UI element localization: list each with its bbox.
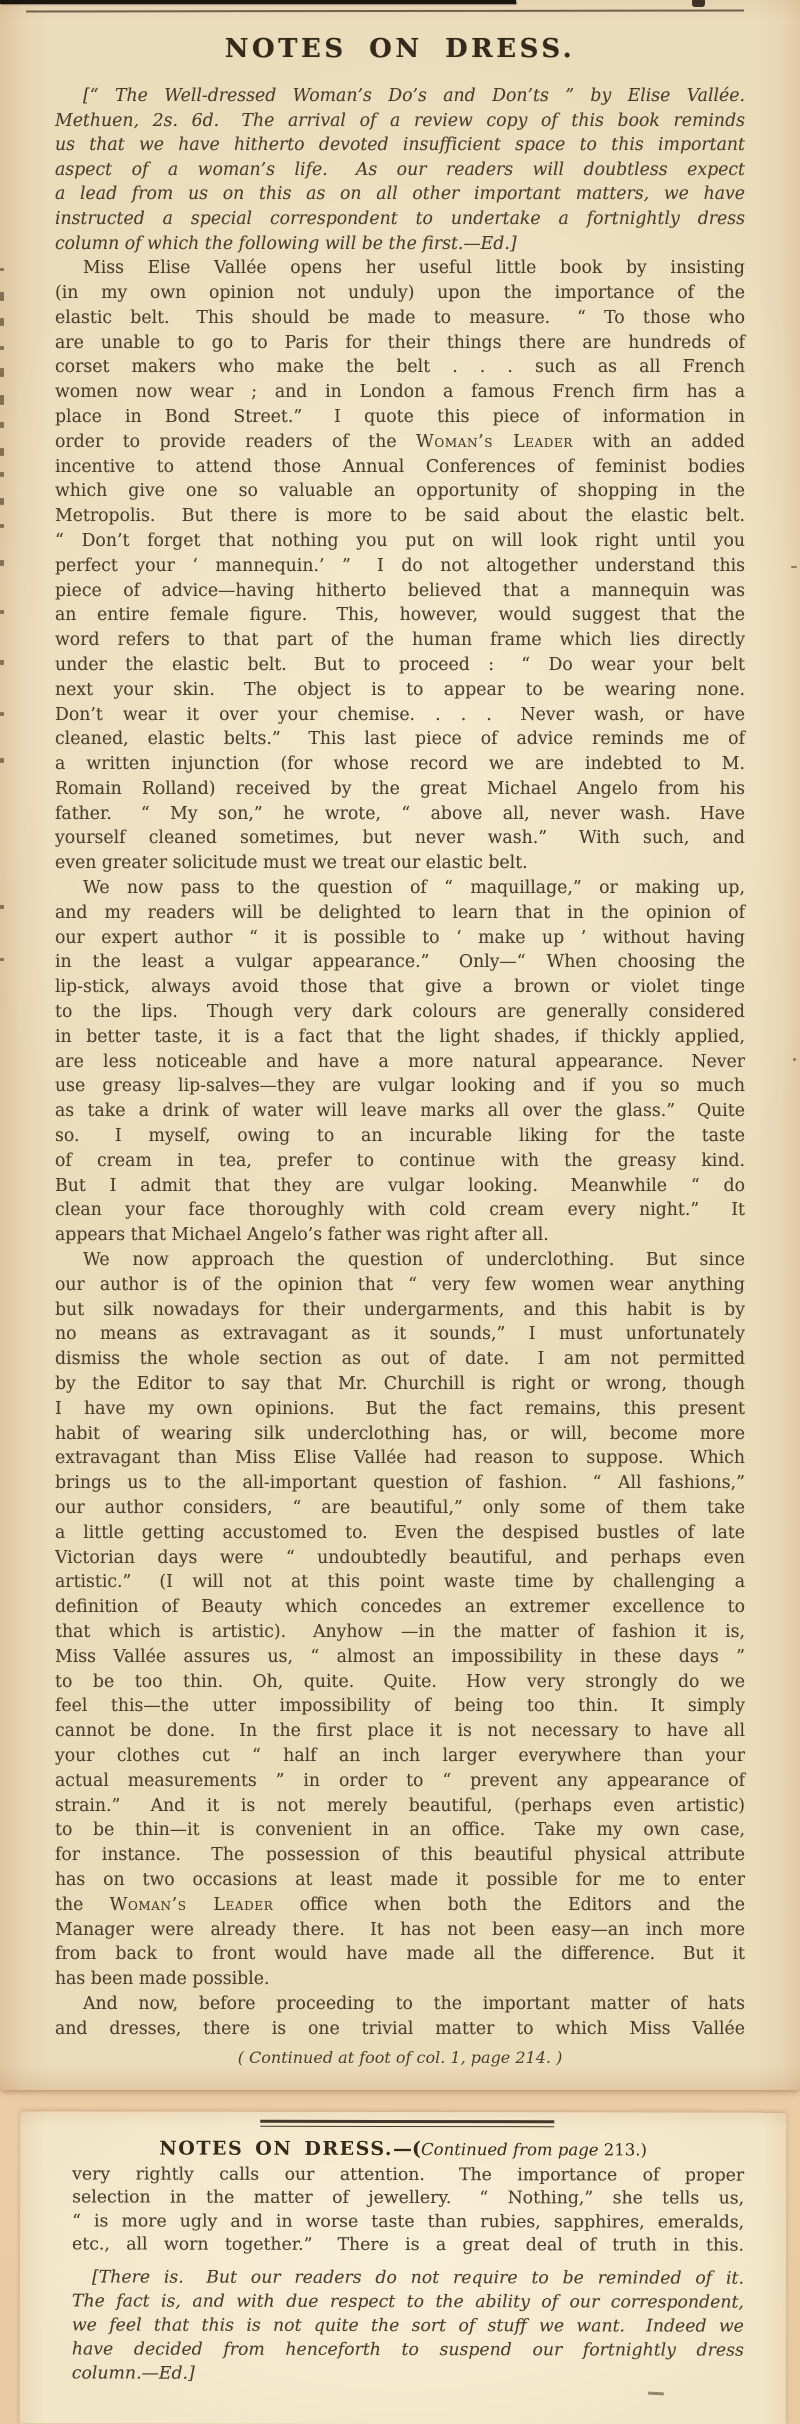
text-line: for instance. The possession of this beautiful physical attribute	[55, 1845, 745, 1866]
text-line: [There is. But our readers do not require to be reminded of it.	[91, 2267, 745, 2289]
text-line: Metropolis. But there is more to be said about the elastic belt.	[55, 506, 745, 527]
double-rule	[260, 2120, 554, 2128]
text-line: strain.” And it is not merely beautiful, (perhaps even artistic)	[55, 1795, 745, 1816]
cropped-glyph-fragment	[0, 560, 4, 566]
text-line: but silk nowadays for their undergarments, and this habit is by	[55, 1299, 745, 1320]
cropped-glyph-fragment	[0, 268, 4, 271]
text-line: Miss Elise Vallée opens her useful little book by insisting	[83, 258, 745, 279]
text-line: actual measurements ” in order to “ prevent any appearance of	[55, 1770, 745, 1791]
text-line: incentive to attend those Annual Conferences of feminist bodies	[55, 456, 745, 477]
text-line: to be too thin. Oh, quite. Quite. How very strongly do we	[55, 1671, 745, 1692]
paragraph	[55, 876, 745, 1248]
text-line: “ is more ugly and in worse taste than rubies, sapphires, emeralds,	[72, 2211, 745, 2233]
cropped-glyph-fragment	[0, 422, 4, 428]
text-line: piece of advice—having hitherto believed that a mannequin was	[55, 580, 745, 601]
text-line: [“ The Well-dressed Woman’s Do’s and Don’ts ” by Elise Vallée.	[83, 86, 745, 106]
text-line: The fact is, and with due respect to the ability of our correspondent,	[71, 2291, 744, 2313]
text-line: corset makers who make the belt . . . such as all French	[55, 357, 745, 378]
text-line: definition of Beauty which concedes an extremer excellence to	[55, 1597, 745, 1618]
cropped-glyph-fragment	[0, 368, 4, 377]
text-line: to be thin—it is convenient in an office. Take my own case,	[55, 1820, 745, 1841]
text-line: even greater solicitude must we treat our elastic belt.	[55, 853, 528, 874]
text-line: yourself cleaned sometimes, but never wash.” With such, and	[55, 828, 745, 849]
text-line: are unable to go to Paris for their things there are hundreds of	[55, 332, 745, 353]
continued-at-note: ( Continued at foot of col. 1, page 214. )	[237, 2048, 563, 2067]
text-line: which give one so valuable an opportunity of shopping in the	[55, 481, 745, 502]
text-line: father. “ My son,” he wrote, “ above all, never wash. Have	[55, 803, 745, 824]
text-line: aspect of a woman’s life. As our readers will doubtless expect	[55, 159, 745, 180]
text-line: an entire female figure. This, however, would suggest that the	[55, 605, 745, 626]
text-line: Methuen, 2s. 6d. The arrival of a review copy of this book reminds	[55, 110, 745, 131]
text-line: in the least a vulgar appearance.” Only—“ When choosing the	[55, 952, 745, 973]
continuation-heading-separator: —(	[393, 2137, 422, 2161]
text-line: column.—Ed.]	[71, 2363, 195, 2384]
cropped-glyph-fragment	[0, 712, 4, 716]
paragraph	[55, 1248, 745, 1992]
text-line: the Woman’s Leader office when both the Editors and the	[55, 1894, 745, 1915]
text-line: order to provide readers of the Woman’s Leader with an added	[55, 431, 745, 452]
text-line: in better taste, it is a fact that the light shades, if thickly applied,	[55, 1026, 745, 1047]
continuation-heading-title: NOTES ON DRESS.	[159, 2137, 394, 2160]
text-line: appears that Michael Angelo’s father was right after all.	[55, 1225, 549, 1246]
cropped-glyph-fragment	[0, 346, 4, 350]
text-line: that which is artistic). Anyhow —in the matter of fashion it is,	[55, 1621, 745, 1642]
text-line: to the lips. Though very dark colours are generally considered	[55, 1002, 745, 1023]
text-line: your clothes cut “ half an inch larger everywhere than your	[55, 1745, 745, 1766]
cropped-glyph-fragment	[0, 905, 4, 909]
text-line: a lead from us on this as on all other important matters, we have	[55, 184, 745, 205]
ink-speck	[793, 1058, 796, 1061]
text-line: we feel that this is not quite the sort of stuff we want. Indeed we	[71, 2315, 744, 2337]
cropped-glyph-fragment	[0, 318, 4, 326]
text-line: us that we have hitherto devoted insufficient space to this important	[55, 135, 745, 156]
cropped-glyph-fragment	[0, 448, 4, 456]
text-line: word refers to that part of the human frame which lies directly	[55, 630, 745, 651]
paragraph	[55, 1992, 745, 2042]
text-line: clean your face thoroughly with cold cream every night.” It	[55, 1200, 745, 1221]
paragraph	[72, 2265, 744, 2387]
text-line: Romain Rolland) received by the great Michael Angelo from his	[55, 778, 745, 799]
article-title: NOTES ON DRESS.	[224, 34, 576, 64]
text-line: We now approach the question of underclothing. But since	[83, 1250, 745, 1271]
text-line: Victorian days were “ undoubtedly beautiful, and perhaps even	[55, 1547, 745, 1568]
continuation-heading	[20, 2137, 786, 2160]
text-line: our author is of the opinion that “ very few women wear anything	[55, 1274, 745, 1295]
text-line: artistic.” (I will not at this point waste time by challenging a	[55, 1572, 745, 1593]
text-line: our author considers, “ are beautiful,” only some of them take	[55, 1498, 745, 1518]
text-line: We now pass to the question of “ maquillage,” or making up,	[83, 878, 745, 899]
text-line: And now, before proceeding to the important matter of hats	[83, 1993, 745, 2014]
text-line: women now wear ; and in London a famous French firm has a	[55, 382, 745, 403]
cropped-glyph-fragment	[0, 395, 4, 405]
text-line: place in Bond Street.” I quote this piece of information in	[55, 406, 745, 427]
text-line: Manager were already there. It has not been easy—an inch more	[55, 1919, 745, 1940]
text-line: has on two occasions at least made it possible for me to enter	[55, 1869, 745, 1890]
column-top-rule	[26, 9, 744, 12]
text-line: from back to front would have made all the difference. But it	[55, 1944, 745, 1965]
text-line: very rightly calls our attention. The importance of proper	[72, 2164, 745, 2186]
text-line: use greasy lip-salves—they are vulgar looking and if you so much	[55, 1076, 745, 1097]
text-line: under the elastic belt. But to proceed : “ Do wear your belt	[55, 654, 745, 675]
text-line: habit of wearing silk underclothing has, or will, become more	[55, 1423, 745, 1444]
text-line: as take a drink of water will leave marks all over the glass.” Quite	[55, 1101, 745, 1122]
cropped-glyph-fragment	[0, 758, 4, 763]
text-line: “ Don’t forget that nothing you put on will look right until you	[55, 530, 745, 551]
cropped-glyph-fragment	[0, 660, 4, 665]
text-line: no means as extravagant as it sounds,” I must unfortunately	[55, 1324, 745, 1345]
text-line: perfect your ‘ mannequin.’ ” I do not altogether understand this	[55, 555, 745, 576]
cropped-glyph-fragment	[0, 472, 4, 477]
text-line: extravagant than Miss Elise Vallée had reason to suppose. Which	[55, 1448, 745, 1469]
text-line: our expert author “ it is possible to ‘ make up ’ without having	[55, 927, 745, 948]
cropped-glyph-fragment	[0, 292, 4, 301]
cropped-glyph-fragment	[0, 524, 4, 528]
cropped-page-number-fragment	[692, 0, 705, 7]
continuation-body	[72, 2163, 744, 2387]
text-line: next your skin. The object is to appear to be wearing none.	[55, 679, 745, 700]
text-line: selection in the matter of jewellery. “ Nothing,” she tells us,	[72, 2187, 745, 2209]
paragraph	[55, 256, 745, 876]
text-line: etc., all worn together.” There is a great deal of truth in this.	[72, 2234, 745, 2256]
text-line: lip-stick, always avoid those that give a brown or violet tinge	[55, 977, 745, 998]
text-line: by the Editor to say that Mr. Churchill is right or wrong, though	[55, 1374, 745, 1395]
continuation-heading-italic: Continued from page	[421, 2140, 604, 2160]
page-top-edge-bar	[0, 0, 516, 4]
text-line: elastic belt. This should be made to measure. “ To those who	[55, 307, 745, 328]
paragraph	[55, 84, 745, 256]
text-line: a little getting accustomed to. Even the despised bustles of late	[55, 1522, 745, 1543]
text-line: (in my own opinion not unduly) upon the importance of the	[55, 282, 745, 303]
text-line: cleaned, elastic belts.” This last piece of advice reminds me of	[55, 729, 745, 750]
text-line: has been made possible.	[55, 1969, 270, 1990]
text-line: and dresses, there is one trivial matter to which Miss Vallée	[55, 2018, 745, 2039]
article-body	[55, 84, 745, 2042]
text-line: But I admit that they are vulgar looking. Meanwhile “ do	[55, 1175, 745, 1196]
cropped-glyph-fragment	[0, 610, 4, 614]
text-line: so. I myself, owing to an incurable liking for the taste	[55, 1126, 745, 1147]
text-line: and my readers will be delighted to learn that in the opinion of	[55, 902, 745, 923]
text-line: Don’t wear it over your chemise. . . . Never wash, or have	[55, 704, 745, 725]
text-line: a written injunction (for whose record we are indebted to M.	[55, 754, 745, 775]
text-line: have decided from henceforth to suspend our fortnightly dress	[71, 2339, 744, 2361]
paragraph	[72, 2163, 744, 2258]
ink-speck	[791, 566, 797, 568]
text-line: brings us to the all-important question of fashion. “ All fashions,”	[55, 1473, 745, 1494]
cropped-glyph-fragment	[0, 498, 4, 505]
text-line: cannot be done. In the first place it is not necessary to have all	[55, 1721, 745, 1742]
text-line: feel this—the utter impossibility of being too thin. It simply	[55, 1696, 745, 1717]
cropped-glyph-fragment	[0, 958, 4, 961]
text-line: dismiss the whole section as out of date. I am not permitted	[55, 1349, 745, 1370]
text-line: I have my own opinions. But the fact remains, this present	[55, 1398, 745, 1419]
text-line: of cream in tea, prefer to continue with the greasy kind.	[55, 1150, 745, 1171]
text-line: are less noticeable and have a more natural appearance. Never	[55, 1051, 745, 1072]
text-line: Miss Vallée assures us, “ almost an impossibility in these days ”	[55, 1646, 745, 1667]
newspaper-clipping-continuation	[20, 2111, 787, 2424]
text-line: instructed a special correspondent to undertake a fortnightly dress	[55, 208, 745, 229]
continuation-heading-pagenum: 213.)	[603, 2140, 647, 2160]
text-line: column of which the following will be the first.—Ed.]	[55, 233, 517, 254]
